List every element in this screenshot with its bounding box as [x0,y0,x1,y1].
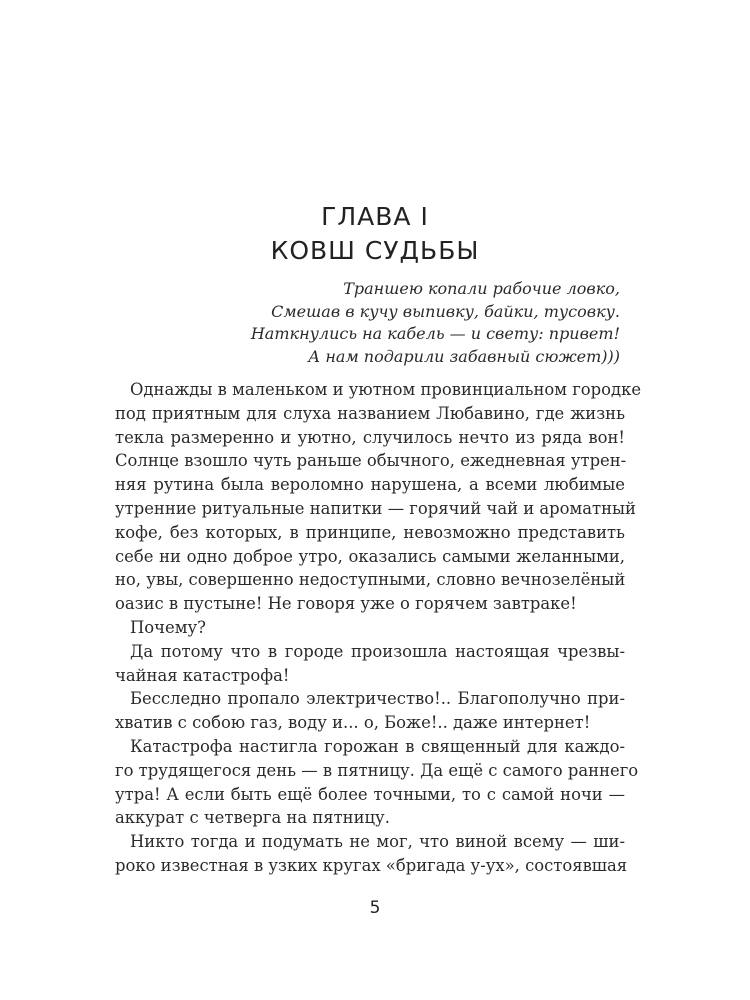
text-line: аккурат с четверга на пятницу. [115,808,390,828]
text-line: оазис в пустыне! Не говоря уже о горячем завтраке! [115,594,577,614]
text-line: Однажды в маленьком и уютном провинциальном городке [130,380,642,399]
text-line: го трудящегося день — в пятницу. Да ещё с самого раннего [115,760,639,780]
text-line: роко известная в узких кругах «бригада у-ух», состоявшая [115,855,628,875]
text-line: Почему? [130,617,206,637]
text-line: под приятным для слуха названием Любавино, где жизнь [115,403,625,423]
text-line: кофе, без которых, в принципе, невозможно представить [115,522,625,542]
text-line: хватив с собою газ, воду и... о, Боже!.. даже интернет! [115,713,591,733]
epigraph [251,278,620,368]
chapter-number: ГЛАВА I [321,202,429,231]
epigraph-line: Наткнулись на кабель — и свету: привет! [250,324,620,343]
body-text [115,378,642,878]
text-line: Бесследно пропало электричество!.. Благополучно при- [130,689,625,709]
epigraph-line: Траншею копали рабочие ловко, [343,279,620,298]
text-line: Катастрофа настигла горожан в священный для каждо- [130,736,625,756]
text-line: себе ни одно доброе утро, оказались самыми желанными, [115,546,625,566]
text-line: Никто тогда и подумать не мог, что виной всему — ши- [130,832,625,852]
page-number: 5 [369,898,381,918]
text-line: няя рутина была вероломно нарушена, а всеми любимые [115,475,625,495]
chapter-heading [0,200,750,268]
text-line: но, увы, совершенно недоступными, словно вечнозелёный [115,570,626,590]
text-line: Да потому что в городе произошла настоящая чрезвы- [130,641,625,661]
text-line: чайная катастрофа! [115,665,290,685]
chapter-title: КОВШ СУДЬБЫ [270,236,480,265]
epigraph-line: А нам подарили забавный сюжет))) [308,346,620,366]
text-line: утра! А если быть ещё более точными, то с самой ночи — [115,784,625,804]
text-line: текла размеренно и уютно, случилось нечто из ряда вон! [115,427,625,447]
epigraph-line: Смешав в кучу выпивку, байки, тусовку. [271,301,620,321]
text-line: утренние ритуальные напитки — горячий чай и ароматный [115,498,636,518]
text-line: Солнце взошло чуть раньше обычного, ежедневная утрен- [115,451,627,471]
